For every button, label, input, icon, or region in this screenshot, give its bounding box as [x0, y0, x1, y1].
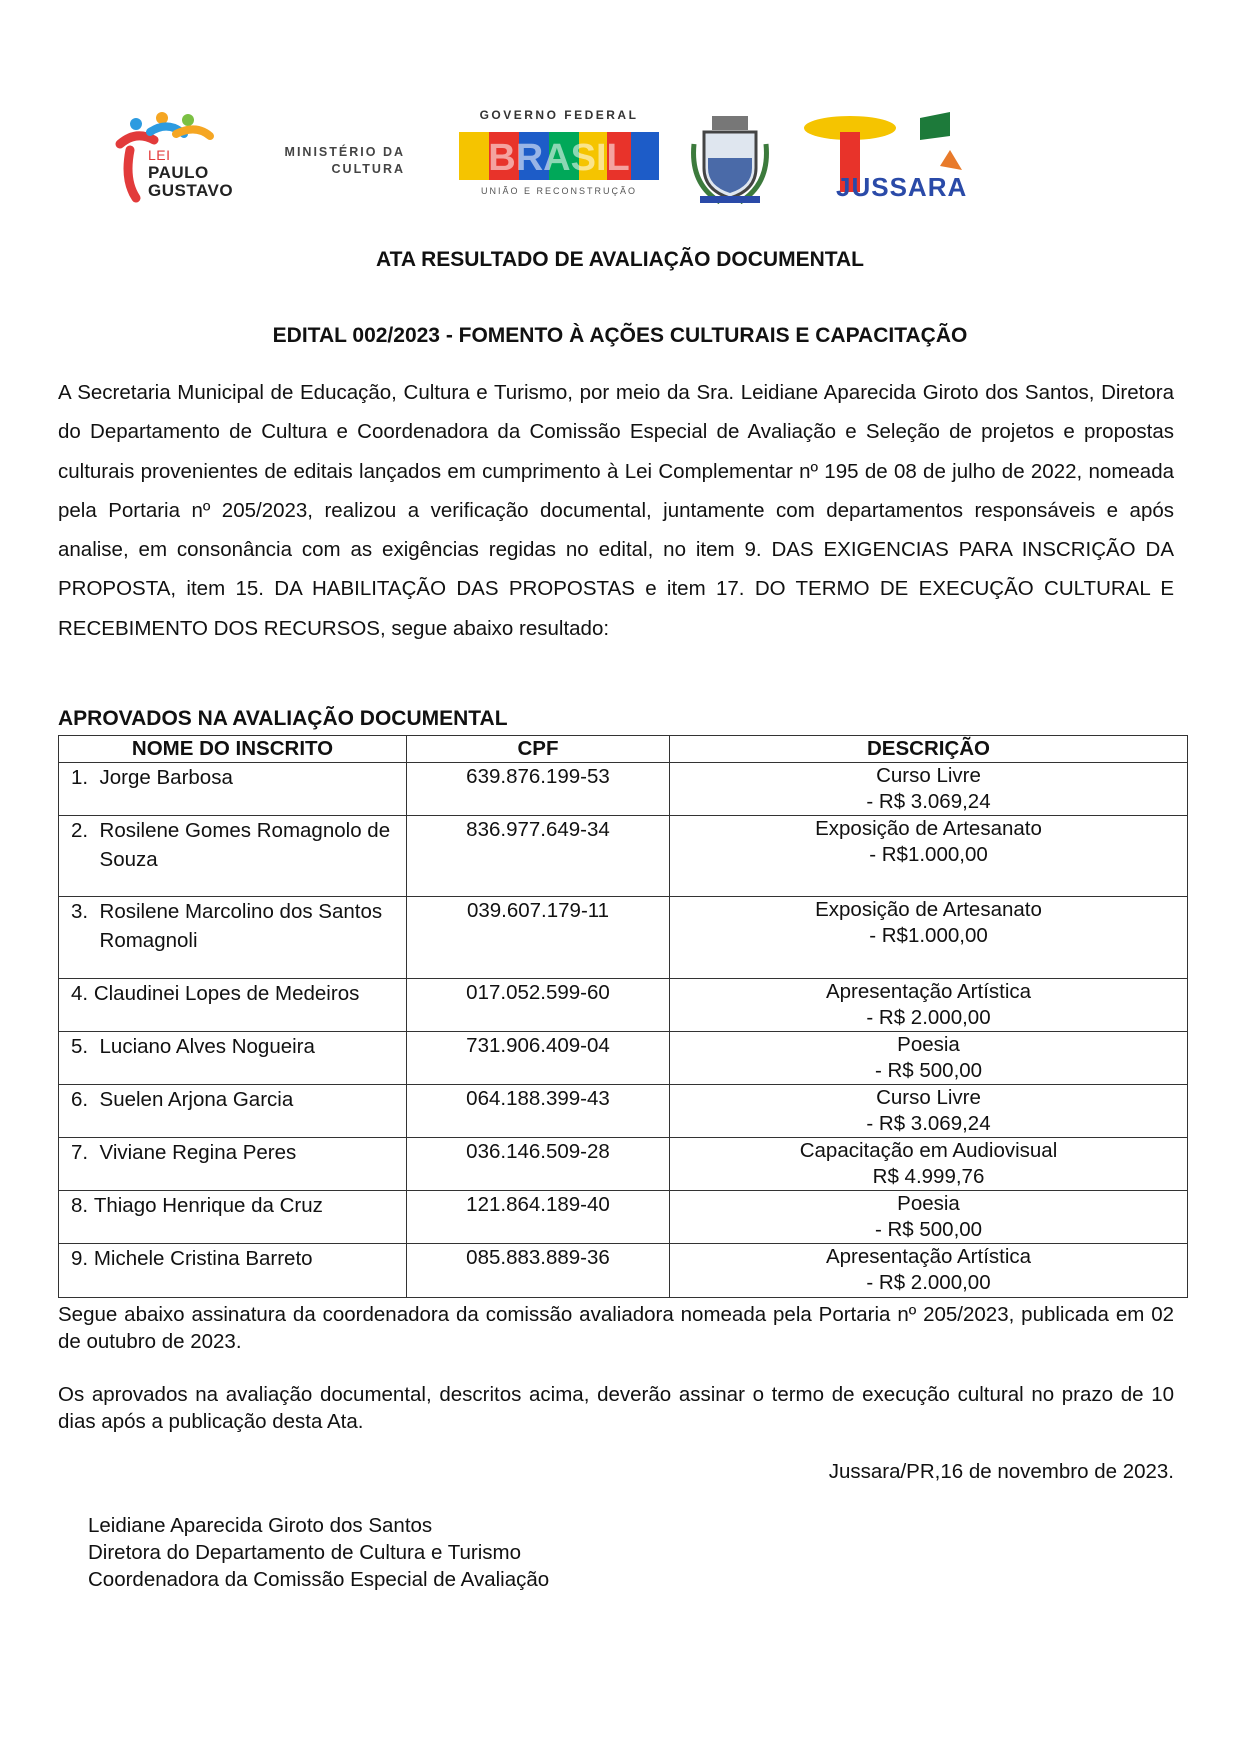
row-name: Suelen Arjona Garcia [99, 1088, 294, 1111]
table-row [59, 979, 1188, 1032]
brasil-bottom: UNIÃO E RECONSTRUÇÃO [480, 186, 637, 196]
row-value: - R$ 500,00 [874, 1218, 983, 1241]
brasil-wordmark-icon [459, 130, 659, 182]
brasil-word: BRASIL [488, 137, 630, 179]
header-cpf: CPF [407, 736, 670, 763]
table-row [59, 897, 1188, 979]
row-number: 6. [71, 1088, 89, 1111]
row-description: Exposição de Artesanato [815, 898, 1042, 921]
minc-line1: MINISTÉRIO DA [284, 145, 405, 159]
row-value: R$ 4.999,76 [872, 1165, 985, 1188]
row-cpf: 731.906.409-04 [407, 1032, 670, 1085]
table-row [59, 1191, 1188, 1244]
row-cpf: 085.883.889-36 [407, 1244, 670, 1298]
minc-line2: CULTURA [331, 162, 405, 176]
governo-federal-logo [453, 108, 665, 200]
row-description: Curso Livre [876, 1086, 981, 1109]
row-value: - R$1.000,00 [869, 924, 988, 947]
header-name: NOME DO INSCRITO [59, 736, 407, 763]
row-name: Viviane Regina Peres [99, 1141, 297, 1164]
row-description: Curso Livre [876, 764, 981, 787]
header-description: DESCRIÇÃO [670, 736, 1188, 763]
row-cpf: 036.146.509-28 [407, 1138, 670, 1191]
signature-block [88, 1512, 549, 1593]
row-value: - R$ 3.069,24 [866, 790, 991, 813]
row-description: Exposição de Artesanato [815, 817, 1042, 840]
table-row [59, 1244, 1188, 1298]
row-number: 4. [71, 982, 89, 1005]
row-value: - R$ 3.069,24 [866, 1112, 991, 1135]
ministerio-cultura-logo [275, 144, 405, 178]
table-row [59, 763, 1188, 816]
row-cpf: 836.977.649-34 [407, 816, 670, 897]
row-name: Claudinei Lopes de Medeiros [93, 982, 360, 1005]
row-number: 9. [71, 1247, 89, 1270]
table-row [59, 1085, 1188, 1138]
intro-paragraph: A Secretaria Municipal de Educação, Cultura e Turismo, por meio da Sra. Leidiane Aparecida Giroto dos Santos, Diretora do Departamento de Cultura e Coordenadora da Comissão Especial de Avaliação e Seleção de projetos e propostas culturais provenientes de editais lançados em cumprimento à Lei Complementar nº 195 de 08 de julho de 2022, nomeada pela Portaria nº 205/2023, realizou a verificação documental, juntamente com departamentos responsáveis e após analise, em consonância com as exigências regidas no edital, no item 9. DAS EXIGENCIAS PARA INSCRIÇÃO DA PROPOSTA, item 15. DA HABILITAÇÃO DAS PROPOSTAS e item 17. DO TERMO DE EXECUÇÃO CULTURAL E RECEBIMENTO DOS RECURSOS, segue abaixo resultado: [58, 381, 1174, 640]
row-number: 1. [71, 766, 89, 789]
approved-table [58, 735, 1188, 1298]
row-number: 5. [71, 1035, 89, 1058]
date-line: Jussara/PR,16 de novembro de 2023. [828, 1460, 1174, 1483]
prefeitura-jussara-logo [800, 110, 970, 210]
row-name: Thiago Henrique da Cruz [93, 1194, 323, 1217]
row-name: Luciano Alves Nogueira [99, 1035, 315, 1058]
lpg-line1: PAULO [148, 163, 209, 182]
row-description: Poesia [897, 1033, 960, 1056]
row-number: 8. [71, 1194, 89, 1217]
section-title: APROVADOS NA AVALIAÇÃO DOCUMENTAL [58, 707, 508, 730]
row-name: Rosilene Marcolino dos Santos Romagnoli [99, 900, 383, 952]
row-name: Rosilene Gomes Romagnolo de Souza [99, 819, 391, 871]
row-description: Poesia [897, 1192, 960, 1215]
document-subtitle: EDITAL 002/2023 - FOMENTO À AÇÕES CULTURAIS E CAPACITAÇÃO [272, 324, 968, 347]
row-cpf: 039.607.179-11 [407, 897, 670, 979]
brasil-top: GOVERNO FEDERAL [479, 108, 639, 122]
table-row [59, 816, 1188, 897]
lpg-small: LEI [148, 147, 171, 163]
row-name: Michele Cristina Barreto [93, 1247, 313, 1270]
lpg-line2: GUSTAVO [148, 181, 234, 200]
signatory-name: Leidiane Aparecida Giroto dos Santos [88, 1514, 433, 1537]
row-cpf: 121.864.189-40 [407, 1191, 670, 1244]
row-number: 7. [71, 1141, 89, 1164]
document-title: ATA RESULTADO DE AVALIAÇÃO DOCUMENTAL [375, 248, 864, 271]
signatory-role-1: Diretora do Departamento de Cultura e Turismo [88, 1541, 521, 1564]
row-number: 3. [71, 900, 89, 923]
row-name: Jorge Barbosa [99, 766, 233, 789]
approved-note: Os aprovados na avaliação documental, descritos acima, deverão assinar o termo de execução cultural no prazo de 10 dias após a publicação desta Ata. [58, 1383, 1174, 1433]
table-header-row [59, 736, 1188, 763]
row-description: Apresentação Artística [825, 980, 1032, 1003]
municipal-coat-of-arms-icon [690, 114, 770, 204]
row-cpf: 639.876.199-53 [407, 763, 670, 816]
row-description: Capacitação em Audiovisual [799, 1139, 1058, 1162]
row-number: 2. [71, 819, 89, 842]
row-value: - R$ 500,00 [874, 1059, 983, 1082]
row-cpf: 064.188.399-43 [407, 1085, 670, 1138]
row-cpf: 017.052.599-60 [407, 979, 670, 1032]
row-value: - R$ 2.000,00 [866, 1006, 991, 1029]
jussara-word: JUSSARA [836, 172, 968, 202]
row-description: Apresentação Artística [825, 1245, 1032, 1268]
row-value: - R$ 2.000,00 [866, 1271, 991, 1294]
table-row [59, 1032, 1188, 1085]
signature-note: Segue abaixo assinatura da coordenadora da comissão avaliadora nomeada pela Portaria nº 205/2023, publicada em 02 de outubro de 2023. [58, 1303, 1174, 1353]
lei-paulo-gustavo-logo [110, 110, 260, 210]
header-logos [110, 108, 970, 218]
signatory-role-2: Coordenadora da Comissão Especial de Avaliação [88, 1568, 550, 1591]
row-value: - R$1.000,00 [869, 843, 988, 866]
table-row [59, 1138, 1188, 1191]
